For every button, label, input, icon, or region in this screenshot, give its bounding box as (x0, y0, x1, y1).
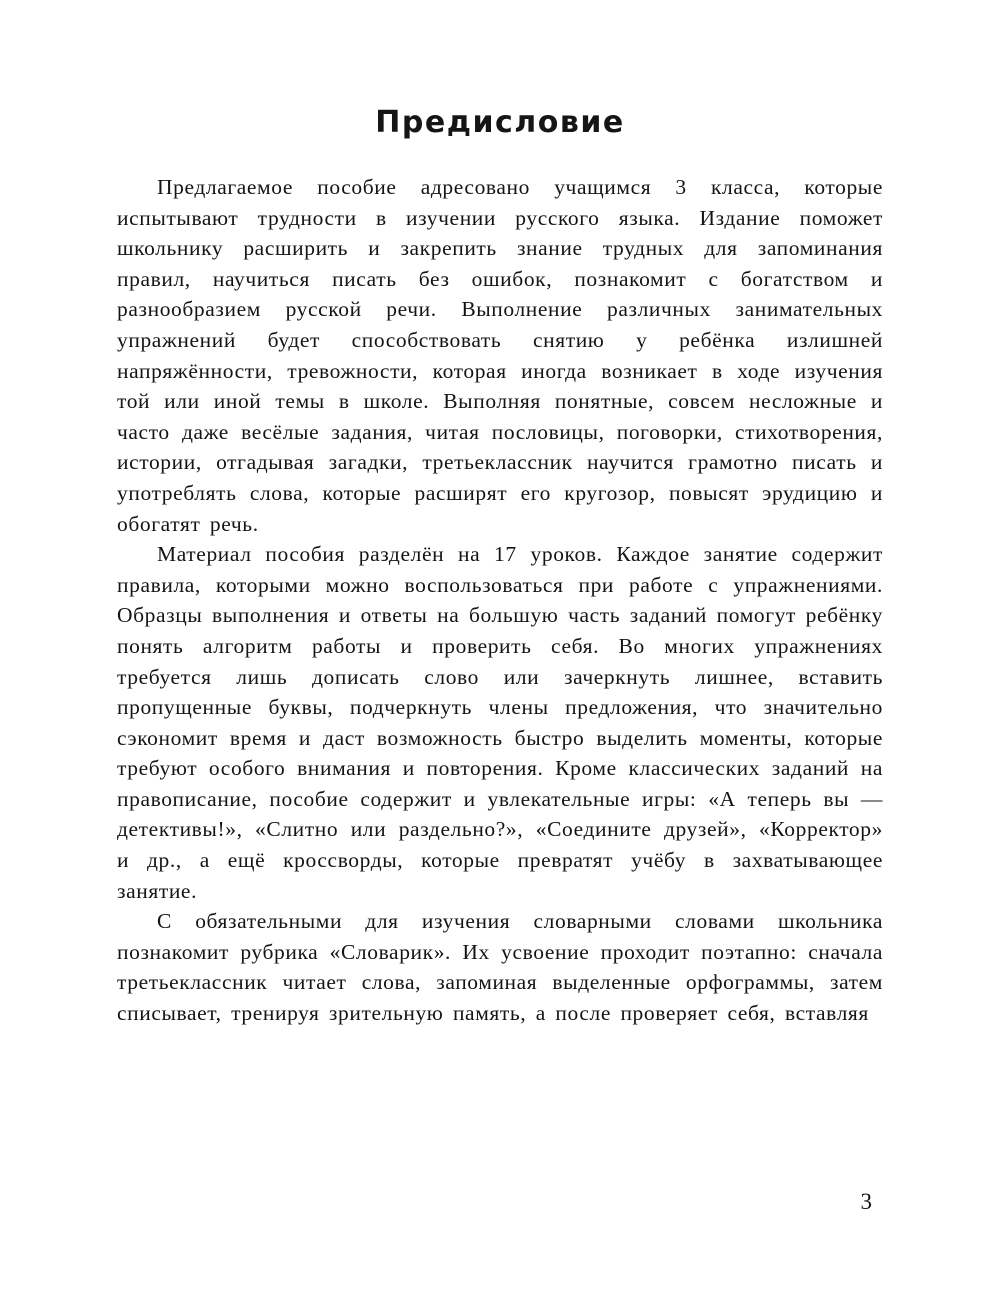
paragraph-2: Материал пособия разделён на 17 уроков. Каждое занятие содержит правила, которыми можно воспользоваться при работе с упражнениями. Образцы выполнения и ответы на большую часть заданий помогут ребёнку понять алгоритм работы и проверить себя. Во многих упражнениях требуется лишь дописать слово или зачеркнуть лишнее, вставить пропущенные буквы, подчеркнуть члены предложения, что значительно сэкономит время и даст возможность быстро выделить моменты, которые требуют особого внимания и повторения. Кроме классических заданий на правописание, пособие содержит и увлекательные игры: «А теперь вы — детективы!», «Слитно или раздельно?», «Соедините друзей», «Корректор» и др., а ещё кроссворды, которые превратят учёбу в захватывающее занятие. (117, 542, 883, 903)
body-text (117, 172, 883, 1029)
paragraph-3: С обязательными для изучения словарными словами школьника познакомит рубрика «Словарик». Их усвоение проходит поэтапно: сначала третьеклассник читает слова, запоминая выделенные орфограммы, затем списывает, тренируя зрительную память, а после проверяет себя, вставляя (117, 909, 883, 1026)
book-page (117, 0, 883, 1307)
page-title: Предисловие (375, 105, 625, 140)
page-number: 3 (860, 1189, 872, 1214)
paragraph-1: Предлагаемое пособие адресовано учащимся 3 класса, которые испытывают трудности в изучении русского языка. Издание поможет школьнику расширить и закрепить знание трудных для запоминания правил, научиться писать без ошибок, познакомит с богатством и разнообразием русской речи. Выполнение различных занимательных упражнений будет способствовать снятию у ребёнка излишней напряжённости, тревожности, которая иногда возникает в ходе изучения той или иной темы в школе. Выполняя понятные, совсем несложные и часто даже весёлые задания, читая пословицы, поговорки, стихотворения, истории, отгадывая загадки, третьеклассник научится грамотно писать и употреблять слова, которые расширят его кругозор, повысят эрудицию и обогатят речь. (117, 175, 883, 536)
